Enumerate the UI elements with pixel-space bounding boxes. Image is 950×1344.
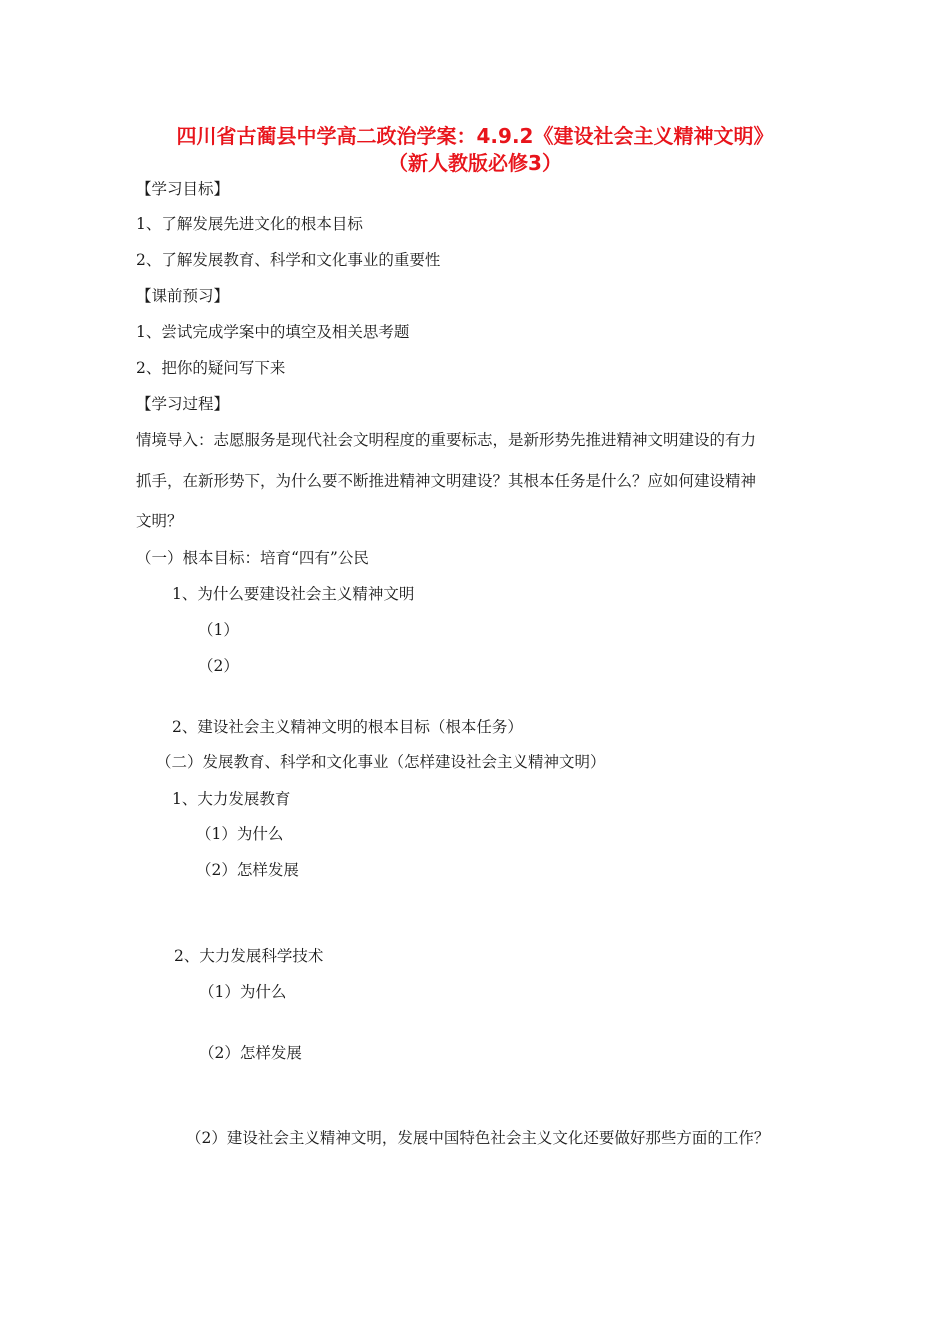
- part-2-question-1-answer-a: （1）为什么: [196, 825, 284, 843]
- part-2-question-1: 1、大力发展教育: [172, 790, 291, 808]
- part-2-question-2-answer-b: （2）怎样发展: [199, 1044, 302, 1062]
- part-1-question-1: 1、为什么要建设社会主义精神文明: [172, 585, 415, 603]
- preview-heading: 【课前预习】: [136, 287, 230, 305]
- part-2-question-2-answer-a: （1）为什么: [199, 983, 287, 1001]
- part-1-heading: （一）根本目标：培育“四有”公民: [136, 549, 369, 567]
- part-2-question-1-answer-b: （2）怎样发展: [196, 861, 299, 879]
- part-2-question-3: （2）建设社会主义精神文明，发展中国特色社会主义文化还要做好那些方面的工作？: [186, 1129, 770, 1147]
- document-title-line-2: （新人教版必修3）: [388, 151, 562, 175]
- preview-item-2: 2、把你的疑问写下来: [136, 359, 286, 377]
- part-1-question-1-answer-b: （2）: [198, 657, 239, 675]
- intro-paragraph-line-3: 文明？: [136, 512, 183, 530]
- goals-heading: 【学习目标】: [136, 180, 230, 198]
- goal-item-1: 1、了解发展先进文化的根本目标: [136, 215, 363, 233]
- process-heading: 【学习过程】: [136, 395, 230, 413]
- part-2-question-2: 2、大力发展科学技术: [174, 947, 324, 965]
- goal-item-2: 2、了解发展教育、科学和文化事业的重要性: [136, 251, 441, 269]
- intro-paragraph-line-2: 抓手，在新形势下，为什么要不断推进精神文明建设？其根本任务是什么？应如何建设精神: [136, 472, 757, 490]
- document-title-line-1: 四川省古蔺县中学高二政治学案：4.9.2《建设社会主义精神文明》: [176, 124, 774, 148]
- intro-paragraph-line-1: 情境导入：志愿服务是现代社会文明程度的重要标志，是新形势先推进精神文明建设的有力: [136, 431, 757, 449]
- part-1-question-2: 2、建设社会主义精神文明的根本目标（根本任务）: [172, 718, 523, 736]
- preview-item-1: 1、尝试完成学案中的填空及相关思考题: [136, 323, 410, 341]
- part-2-heading: （二）发展教育、科学和文化事业（怎样建设社会主义精神文明）: [156, 753, 606, 771]
- part-1-question-1-answer-a: （1）: [198, 621, 239, 639]
